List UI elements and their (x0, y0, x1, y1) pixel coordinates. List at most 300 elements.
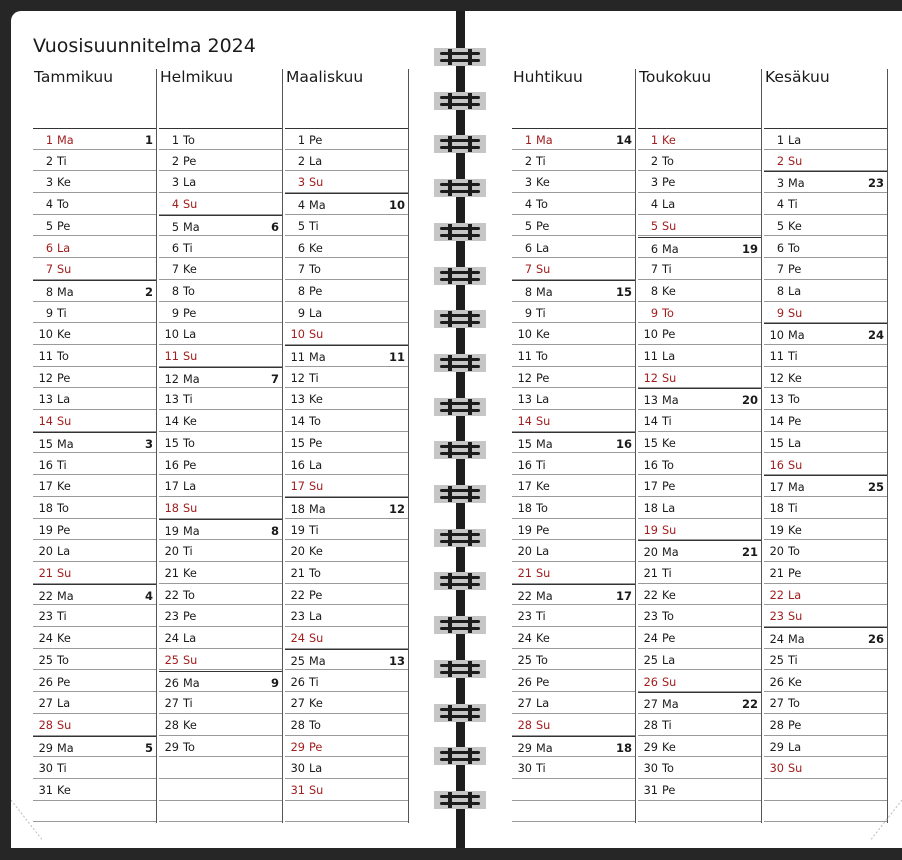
day-row (285, 454, 408, 476)
day-number: 13 (643, 394, 658, 408)
weekday-abbr: Ti (536, 610, 546, 624)
weekday-abbr: To (57, 198, 69, 212)
day-number: 13 (38, 393, 53, 407)
ring-part (440, 103, 480, 106)
day-row (638, 193, 761, 215)
weekday-abbr: La (788, 134, 802, 147)
weekday-abbr: Pe (309, 436, 323, 450)
weekday-abbr: Ke (183, 263, 197, 277)
day-number: 19 (38, 523, 53, 537)
day-row (285, 388, 408, 410)
day-row (159, 237, 282, 259)
day-number: 20 (290, 545, 305, 559)
weekday-abbr: Ke (662, 588, 676, 602)
day-number: 7 (776, 263, 784, 277)
day-row (159, 605, 282, 627)
weekday-abbr: Ke (536, 480, 550, 494)
day-number: 30 (769, 762, 784, 776)
day-row (285, 302, 408, 324)
weekday-abbr: Ti (536, 306, 546, 320)
day-row (638, 605, 761, 627)
weekday-abbr: Ti (788, 653, 798, 667)
day-row (764, 605, 887, 627)
ring-part (440, 758, 480, 761)
weekday-abbr: La (183, 632, 197, 646)
day-row (159, 432, 282, 454)
day-row (638, 454, 761, 476)
day-number: 5 (45, 219, 53, 233)
weekday-abbr: Pe (536, 371, 550, 385)
day-row (159, 584, 282, 606)
weekday-abbr: To (536, 501, 548, 515)
day-number: 28 (164, 718, 179, 732)
day-row (638, 237, 761, 259)
ring-part (434, 704, 486, 722)
day-row (638, 388, 761, 410)
column-divider (887, 69, 888, 823)
right-corner-fold (862, 800, 902, 840)
day-number: 27 (38, 697, 53, 711)
weekday-abbr: To (309, 567, 321, 580)
day-row (512, 345, 635, 367)
weekday-abbr: Ke (788, 523, 802, 537)
day-number: 17 (290, 480, 305, 494)
day-number: 16 (164, 458, 179, 472)
day-row (33, 497, 156, 519)
day-row (638, 497, 761, 519)
week-number: 1 (144, 133, 153, 147)
day-row (764, 432, 887, 454)
week-number: 19 (741, 241, 758, 256)
day-row (764, 627, 887, 649)
day-number: 25 (643, 653, 658, 667)
weekday-abbr: Su (536, 263, 551, 277)
day-row (159, 475, 282, 497)
weekday-abbr: Ke (309, 241, 323, 255)
ring-part (440, 496, 480, 499)
day-number: 25 (769, 653, 784, 667)
day-number: 11 (164, 350, 179, 363)
weekday-abbr: La (309, 154, 323, 168)
day-row (159, 388, 282, 410)
day-row (764, 671, 887, 693)
weekday-abbr: La (57, 697, 71, 711)
day-row (33, 367, 156, 389)
day-number: 24 (164, 632, 179, 646)
day-row (285, 367, 408, 389)
day-row (764, 258, 887, 280)
day-number: 3 (297, 176, 305, 190)
weekday-abbr: To (57, 350, 69, 363)
weekday-abbr: Ti (662, 415, 672, 429)
day-row (159, 280, 282, 302)
day-number: 18 (517, 501, 532, 515)
day-row (512, 649, 635, 671)
ring-part (434, 485, 486, 503)
weekday-abbr: Su (536, 718, 551, 732)
day-row (512, 757, 635, 779)
day-number: 6 (776, 241, 784, 255)
week-number: 16 (615, 436, 632, 451)
weekday-abbr: Pe (183, 154, 197, 168)
day-row (33, 258, 156, 280)
weekday-abbr: Pe (57, 371, 71, 385)
day-row (764, 323, 887, 345)
week-number: 5 (144, 740, 153, 755)
day-number: 16 (769, 458, 784, 472)
day-row (159, 367, 282, 389)
weekday-abbr: La (183, 328, 197, 342)
ring-part (440, 52, 480, 55)
weekday-abbr: Ti (57, 762, 67, 776)
day-number: 14 (769, 415, 784, 429)
weekday-abbr: Ti (788, 350, 798, 363)
weekday-abbr: To (788, 241, 800, 255)
day-row (159, 258, 282, 280)
ring-part (434, 616, 486, 634)
weekday-abbr: To (309, 415, 321, 429)
weekday-abbr: Ke (536, 632, 550, 646)
weekday-abbr: Su (57, 263, 72, 277)
day-number: 27 (517, 697, 532, 711)
day-number: 14 (38, 415, 53, 429)
day-row (512, 605, 635, 627)
day-row (512, 736, 635, 758)
day-number: 16 (517, 458, 532, 472)
weekday-abbr: Ma (57, 437, 74, 451)
day-number: 12 (38, 371, 53, 385)
weekday-abbr: To (309, 263, 321, 277)
day-number: 3 (45, 176, 53, 190)
day-number: 12 (517, 371, 532, 385)
day-number: 4 (297, 199, 305, 213)
day-number: 28 (517, 718, 532, 732)
day-row (33, 671, 156, 693)
day-number: 19 (290, 523, 305, 537)
day-number: 27 (643, 698, 658, 712)
weekday-abbr: Su (309, 328, 324, 342)
day-row (512, 280, 635, 302)
day-number: 22 (290, 588, 305, 602)
weekday-abbr: Ke (57, 480, 71, 494)
week-number: 7 (270, 371, 279, 386)
day-row (638, 171, 761, 193)
ring-part (440, 540, 480, 543)
column-divider (635, 69, 636, 823)
day-row (159, 519, 282, 541)
day-number: 30 (38, 762, 53, 776)
day-row (764, 540, 887, 562)
weekday-abbr: Ma (536, 437, 553, 451)
day-row (33, 432, 156, 454)
weekday-abbr: La (183, 176, 197, 190)
day-row (33, 171, 156, 193)
week-number: 23 (867, 176, 884, 191)
weekday-abbr: Ma (57, 134, 74, 147)
weekday-abbr: La (788, 436, 802, 450)
day-row (512, 215, 635, 237)
day-number: 7 (524, 263, 532, 277)
day-row (764, 280, 887, 302)
day-row (512, 302, 635, 324)
day-number: 11 (517, 350, 532, 363)
week-number: 24 (867, 328, 884, 343)
day-row (638, 323, 761, 345)
day-number: 17 (517, 480, 532, 494)
weekday-abbr: Ti (309, 371, 319, 385)
ring-part (440, 795, 480, 798)
day-row (33, 237, 156, 259)
day-row (285, 497, 408, 519)
column-divider (761, 69, 762, 823)
day-row (33, 736, 156, 758)
day-row (159, 562, 282, 584)
day-row (285, 757, 408, 779)
week-number: 11 (388, 350, 405, 364)
weekday-abbr: Pe (662, 784, 676, 797)
day-row (159, 215, 282, 237)
day-row (638, 432, 761, 454)
ring-part (434, 441, 486, 459)
day-row (285, 323, 408, 345)
weekday-abbr: To (662, 762, 674, 776)
ring-part (434, 92, 486, 110)
ring-part (440, 533, 480, 536)
day-row (33, 323, 156, 345)
day-number: 15 (517, 437, 532, 451)
day-number: 12 (643, 371, 658, 385)
day-number: 12 (769, 371, 784, 385)
weekday-abbr: To (536, 198, 548, 212)
spiral-ring (434, 310, 486, 328)
weekday-abbr: Su (536, 567, 551, 580)
day-row (285, 519, 408, 541)
day-number: 5 (524, 219, 532, 233)
day-row (512, 258, 635, 280)
day-number: 21 (643, 567, 658, 580)
day-row (638, 280, 761, 302)
week-number: 26 (867, 632, 884, 647)
day-number: 10 (769, 329, 784, 343)
day-number: 10 (164, 328, 179, 342)
weekday-abbr: La (309, 306, 323, 320)
day-number: 9 (650, 306, 658, 320)
spiral-ring (434, 441, 486, 459)
day-number: 29 (164, 740, 179, 754)
day-row (512, 714, 635, 736)
ring-part (434, 267, 486, 285)
week-number: 10 (388, 198, 405, 213)
ring-part (440, 402, 480, 405)
weekday-abbr: Su (788, 458, 803, 472)
weekday-abbr: Su (183, 653, 198, 667)
ring-part (440, 802, 480, 805)
ring-part (440, 96, 480, 99)
day-number: 11 (769, 350, 784, 363)
day-number: 11 (643, 350, 658, 363)
day-row (764, 519, 887, 541)
day-row (764, 475, 887, 497)
day-row (638, 540, 761, 562)
day-number: 1 (524, 134, 532, 147)
day-number: 15 (164, 436, 179, 450)
weekday-abbr: Pe (183, 458, 197, 472)
day-row (285, 280, 408, 302)
day-number: 26 (164, 676, 179, 690)
ring-part (434, 179, 486, 197)
day-row (638, 215, 761, 237)
day-number: 7 (297, 263, 305, 277)
weekday-abbr: Ma (57, 285, 74, 299)
ring-part (434, 791, 486, 809)
day-number: 9 (45, 306, 53, 320)
weekday-abbr: Ma (309, 199, 326, 213)
ring-part (434, 660, 486, 678)
day-row (512, 323, 635, 345)
day-row (285, 475, 408, 497)
weekday-abbr: Ma (788, 633, 805, 647)
weekday-abbr: La (536, 241, 550, 255)
day-row (33, 454, 156, 476)
day-row (638, 258, 761, 280)
empty-row (159, 757, 282, 779)
day-number: 7 (171, 263, 179, 277)
month-name: Maaliskuu (286, 68, 364, 86)
weekday-abbr: Pe (662, 480, 676, 494)
day-number: 8 (776, 284, 784, 298)
day-row (33, 302, 156, 324)
weekday-abbr: Ti (183, 545, 193, 559)
month-name: Kesäkuu (765, 68, 830, 86)
day-row (764, 649, 887, 671)
day-number: 31 (290, 784, 305, 797)
day-row (638, 671, 761, 693)
weekday-abbr: La (309, 762, 323, 776)
ring-part (440, 227, 480, 230)
day-row (512, 388, 635, 410)
ring-part (440, 146, 480, 149)
weekday-abbr: Ti (183, 241, 193, 255)
day-row (764, 562, 887, 584)
empty-row (764, 779, 887, 801)
day-number: 15 (38, 437, 53, 451)
weekday-abbr: Ti (309, 675, 319, 689)
weekday-abbr: To (183, 588, 195, 602)
weekday-abbr: Su (57, 718, 72, 732)
weekday-abbr: La (309, 458, 323, 472)
weekday-abbr: Ke (309, 697, 323, 711)
weekday-abbr: Ma (788, 329, 805, 343)
spiral-ring (434, 267, 486, 285)
day-row (285, 432, 408, 454)
day-row (638, 562, 761, 584)
spiral-ring (434, 354, 486, 372)
day-number: 21 (290, 567, 305, 580)
day-row (764, 171, 887, 193)
day-row (638, 779, 761, 801)
day-number: 6 (524, 241, 532, 255)
day-number: 8 (171, 284, 179, 298)
day-row (285, 649, 408, 671)
weekday-abbr: Ma (183, 676, 200, 690)
day-number: 8 (650, 284, 658, 298)
weekday-abbr: Ma (536, 741, 553, 755)
ring-part (440, 321, 480, 324)
day-number: 27 (290, 697, 305, 711)
ring-part (434, 398, 486, 416)
day-number: 3 (650, 176, 658, 190)
ring-part (434, 529, 486, 547)
ring-part (468, 268, 472, 284)
day-row (764, 237, 887, 259)
weekday-abbr: To (788, 697, 800, 711)
day-number: 22 (769, 588, 784, 602)
ring-part (440, 314, 480, 317)
day-number: 1 (650, 134, 658, 147)
weekday-abbr: Ma (57, 589, 74, 603)
day-number: 7 (45, 263, 53, 277)
day-number: 10 (517, 328, 532, 342)
weekday-abbr: Su (57, 415, 72, 429)
weekday-abbr: Pe (536, 219, 550, 233)
weekday-abbr: To (183, 740, 195, 754)
weekday-abbr: La (57, 545, 71, 559)
ring-part (440, 234, 480, 237)
weekday-abbr: Ti (183, 697, 193, 711)
day-number: 29 (290, 740, 305, 754)
weekday-abbr: To (183, 134, 195, 147)
week-number: 17 (615, 588, 632, 603)
day-row (33, 150, 156, 172)
day-number: 11 (38, 350, 53, 363)
ring-part (448, 268, 452, 284)
day-row (512, 584, 635, 606)
day-row (512, 150, 635, 172)
day-row (764, 584, 887, 606)
weekday-abbr: Pe (788, 718, 802, 732)
weekday-abbr: Su (536, 415, 551, 429)
day-row (159, 171, 282, 193)
month-name: Helmikuu (160, 68, 234, 86)
day-number: 28 (769, 718, 784, 732)
weekday-abbr: Ke (788, 219, 802, 233)
weekday-abbr: Su (662, 371, 677, 385)
weekday-abbr: Ma (536, 285, 553, 299)
ring-part (468, 705, 472, 721)
day-row (764, 215, 887, 237)
day-number: 19 (164, 524, 179, 538)
weekday-abbr: Ti (309, 219, 319, 233)
day-number: 30 (517, 762, 532, 776)
day-number: 5 (650, 219, 658, 233)
day-number: 24 (517, 632, 532, 646)
ring-part (434, 572, 486, 590)
ring-part (440, 365, 480, 368)
weekday-abbr: La (57, 241, 71, 255)
day-number: 8 (45, 285, 53, 299)
weekday-abbr: To (57, 653, 69, 667)
day-row (512, 432, 635, 454)
ring-part (440, 59, 480, 62)
weekday-abbr: Ti (57, 306, 67, 320)
day-number: 28 (643, 718, 658, 732)
day-row (285, 540, 408, 562)
month-name: Toukokuu (639, 68, 712, 86)
day-number: 17 (643, 480, 658, 494)
day-row (285, 258, 408, 280)
ring-part (440, 583, 480, 586)
day-number: 9 (297, 306, 305, 320)
